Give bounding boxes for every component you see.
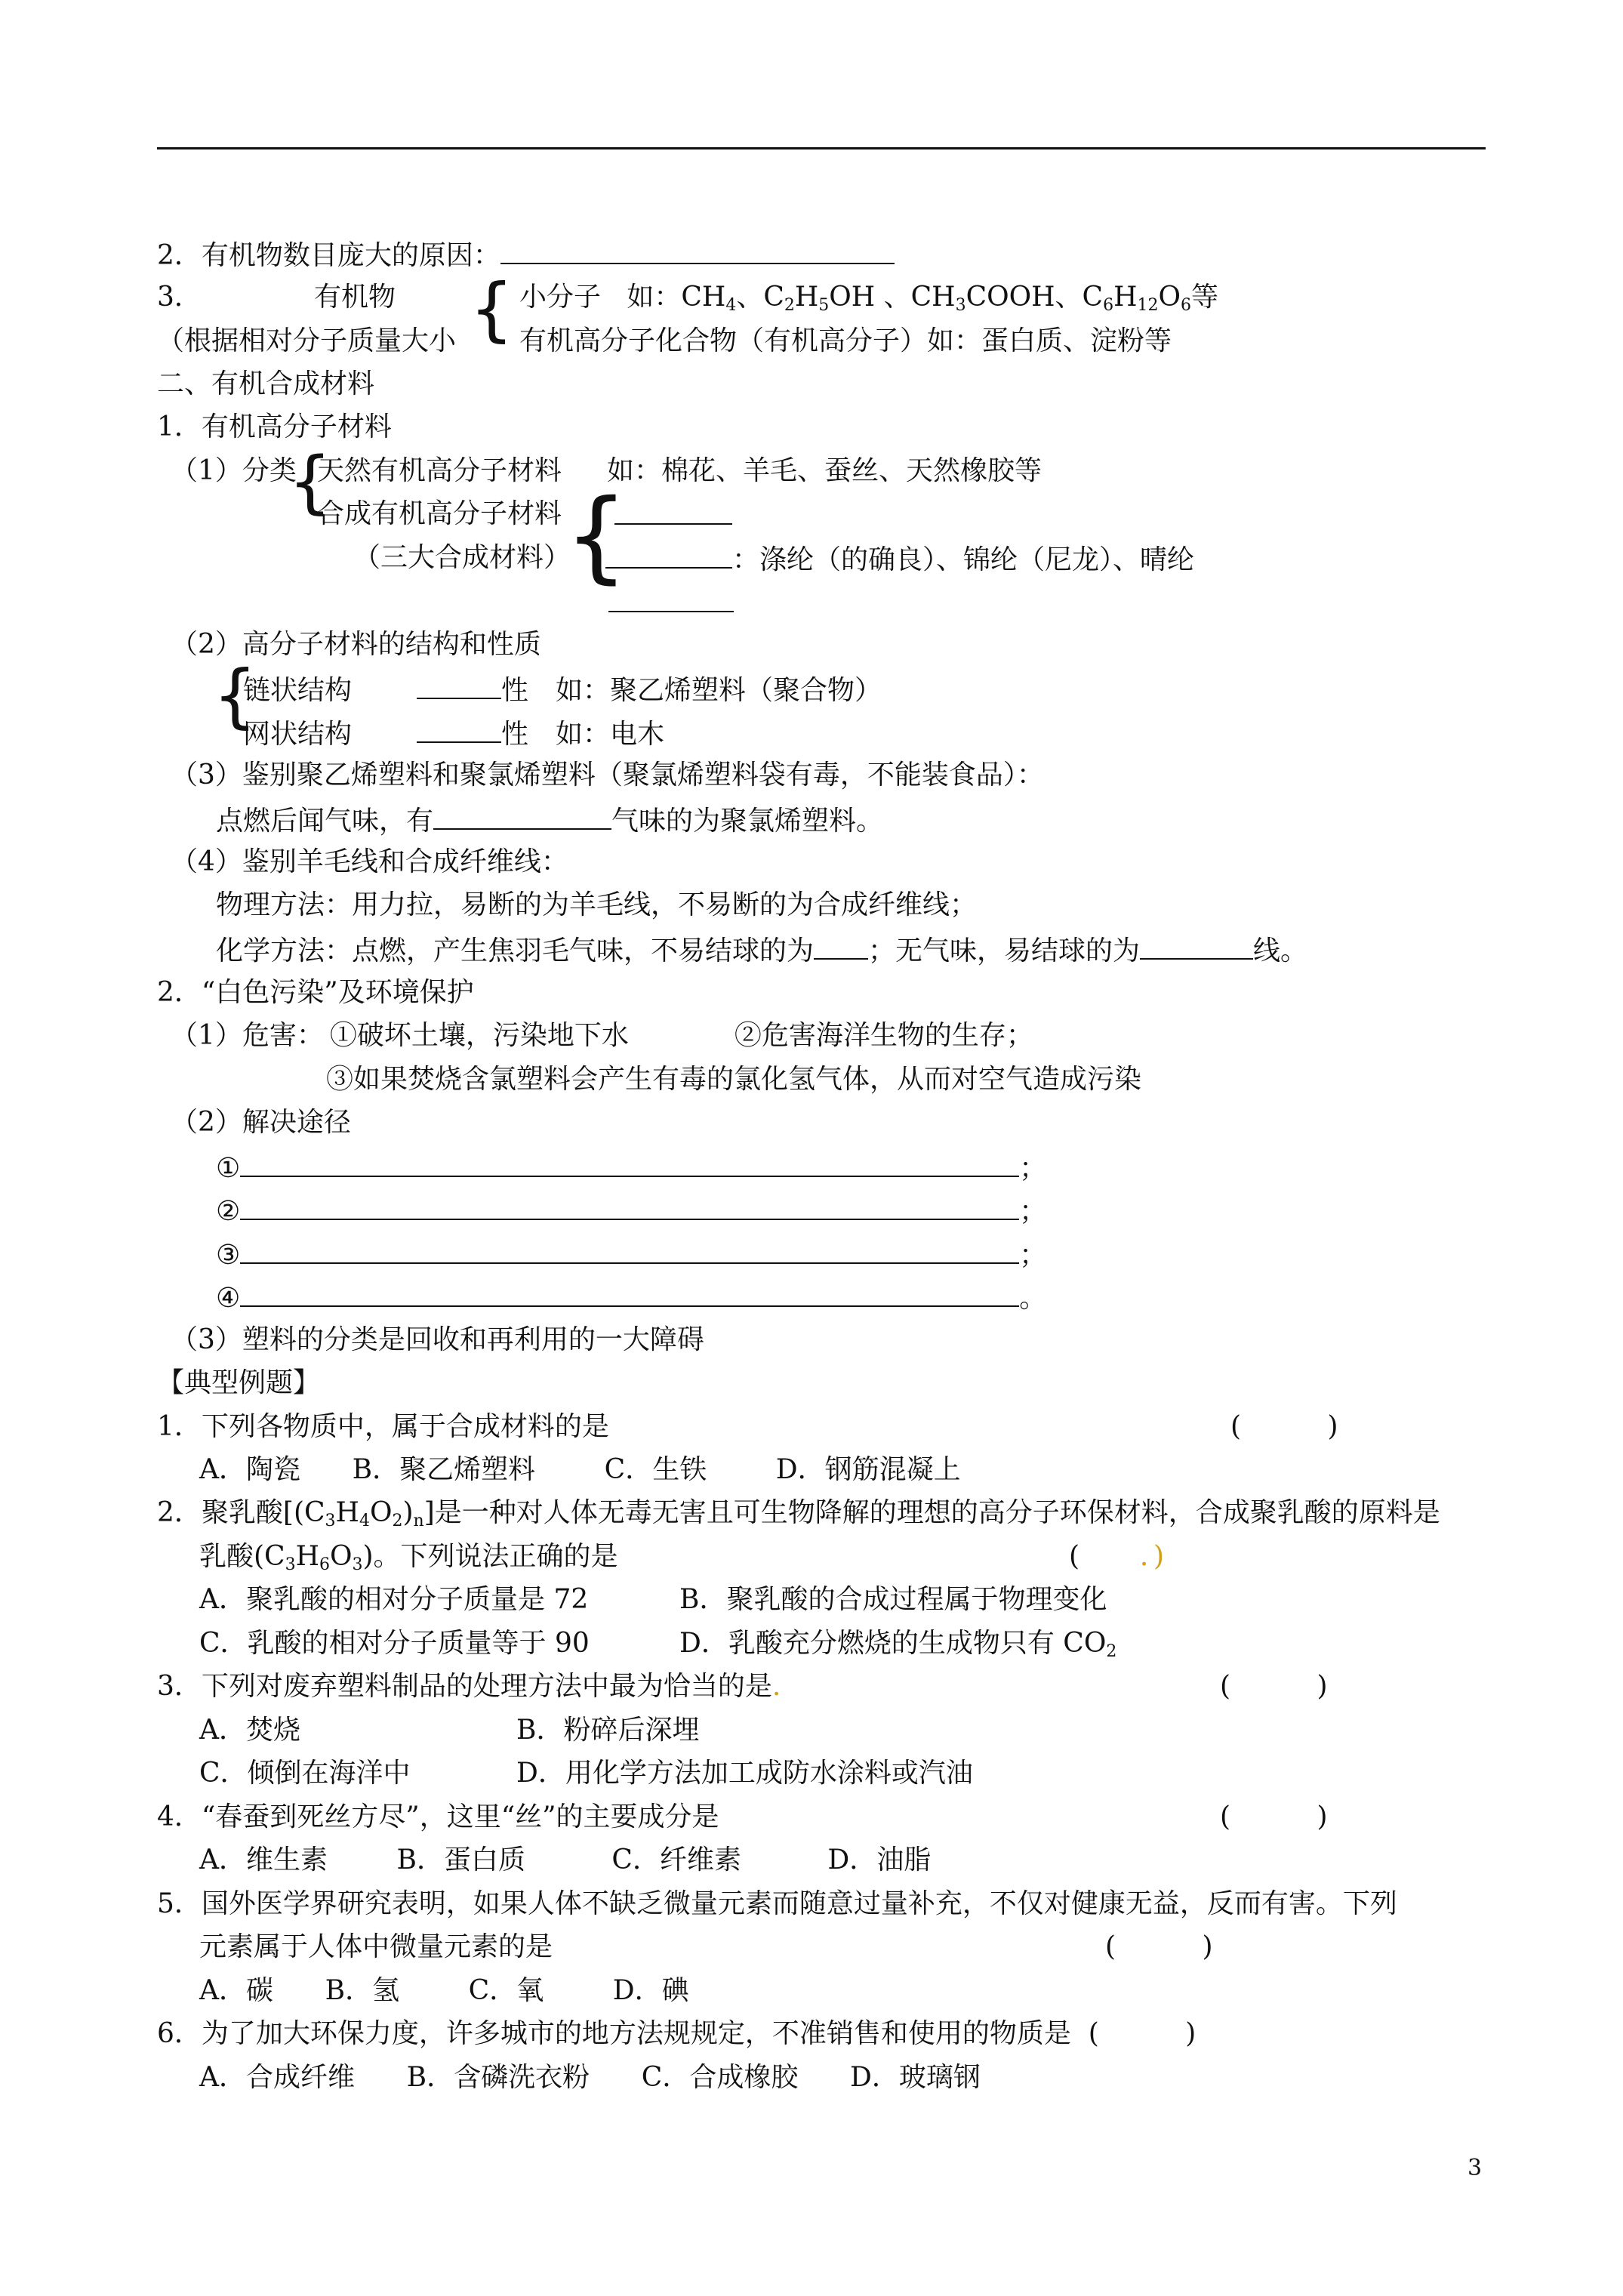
question-5-cont: 元素属于人体中微量元素的是 [199, 1931, 553, 1962]
item-2-line [157, 240, 895, 270]
q1-options: A．陶瓷 B．聚乙烯塑料 C．生铁 D．钢筋混凝上 [199, 1454, 961, 1485]
q1-answer-paren: ( ) [1230, 1411, 1338, 1442]
question-2-cont: 乳酸$(C_3H_6O_3)$。下列说法正确的是 [199, 1541, 618, 1574]
natural-polymer: 天然有机高分子材料 如：棉花、羊毛、蚕丝、天然橡胶等 [317, 455, 1042, 486]
chemical-method: 化学方法：点燃，产生焦羽毛气味，不易结球的为 ；无气味，易结球的为 线。 [216, 935, 1308, 966]
network-structure: 网状结构 性 如：电木 [243, 719, 665, 750]
q6-options: A．合成纤维 B．含磷洗衣粉 C．合成橡胶 D．玻璃钢 [199, 2062, 981, 2093]
q3-option-a: A．焚烧 [199, 1715, 300, 1746]
q5-answer-paren: ( ) [1105, 1931, 1213, 1962]
fiber-line: ：涤纶（的确良）、锦纶（尼龙）、晴纶 [605, 544, 1194, 574]
small-molecule-label: 小分子 [519, 282, 602, 313]
identify-fiber-label: （4）鉴别羊毛线和合成纤维线： [171, 846, 568, 877]
question-4: 4．“春蚕到死丝方尽”，这里“丝”的主要成分是 [157, 1801, 719, 1832]
heading-2: 2．“白色污染”及环境保护 [157, 977, 474, 1008]
left-brace-icon: { [470, 269, 514, 350]
identify-plastic-text: 点燃后闻气味，有 气味的为聚氯烯塑料。 [216, 806, 884, 837]
question-3: 3．下列对废弃塑料制品的处理方法中最为恰当的是. [157, 1671, 781, 1702]
q2-option-c: C．乳酸的相对分子质量等于 90 [199, 1628, 590, 1659]
question-2: 2．聚乳酸$[(C_3H_4O_2)_n]$是一种对人体无毒无害且可生物降解的理想的高分子环保材料，合成聚乳酸的原料是 [157, 1497, 1440, 1530]
solution-3: ③ ； [216, 1240, 1047, 1271]
three-synthetic-materials: （三大合成材料） [353, 542, 571, 573]
item-3-number: 3． [157, 282, 202, 313]
harm-line: （1）危害： ①破坏土壤，污染地下水 ②危害海洋生物的生存； [171, 1020, 1033, 1051]
solution-label: （2）解决途径 [171, 1107, 351, 1138]
q2-option-b: B．聚乳酸的合成过程属于物理变化 [679, 1584, 1107, 1615]
q2-option-a: A．聚乳酸的相对分子质量是 72 [199, 1584, 589, 1615]
q3-option-c: C．倾倒在海洋中 [199, 1758, 411, 1789]
structure-label: （2）高分子材料的结构和性质 [171, 629, 541, 660]
chain-structure: 链状结构 性 如：聚乙烯塑料（聚合物） [243, 675, 882, 706]
question-1: 1．下列各物质中，属于合成材料的是 [157, 1411, 609, 1442]
solution-2: ② ； [216, 1196, 1047, 1227]
examples-title: 【典型例题】 [157, 1367, 321, 1398]
section-title: 二、有机合成材料 [157, 368, 375, 399]
question-6: 6．为了加大环保力度，许多城市的地方法规规定，不准销售和使用的物质是 ( ) [157, 2018, 1196, 2049]
question-5: 5．国外医学界研究表明，如果人体不缺乏微量元素而随意过量补充，不仅对健康无益，反而有害。下列 [157, 1888, 1397, 1919]
physical-method: 物理方法：用力拉，易断的为羊毛线，不易断的为合成纤维线； [216, 889, 978, 920]
identify-plastic-label: （3）鉴别聚乙烯塑料和聚氯烯塑料（聚氯烯塑料袋有毒，不能装食品）： [171, 760, 1044, 791]
plastic-blank [614, 501, 732, 530]
header-rule [157, 147, 1486, 149]
q4-options: A．维生素 B．蛋白质 C．纤维素 D．油脂 [199, 1845, 932, 1875]
solution-4: ④ 。 [216, 1283, 1047, 1314]
classification-label: （1）分类 [171, 455, 297, 486]
q3-answer-paren: ( ) [1220, 1671, 1328, 1702]
item-3-main: 有机物 [314, 282, 396, 313]
q2-option-d: D．乳酸充分燃烧的生成物只有 $CO_2$ [679, 1628, 1117, 1661]
left-brace-icon: { [565, 478, 628, 594]
q2-answer-paren: ( ．) [1069, 1541, 1165, 1572]
q3-option-d: D．用化学方法加工成防水涂料或汽油 [516, 1758, 973, 1789]
solution-1: ① ； [216, 1153, 1047, 1184]
q4-answer-paren: ( ) [1220, 1801, 1328, 1832]
q3-option-b: B．粉碎后深埋 [516, 1715, 700, 1746]
left-brace-icon: { [288, 442, 332, 522]
macromolecule-line: 有机高分子化合物（有机高分子）如：蛋白质、淀粉等 [519, 325, 1172, 356]
harm-3: ③如果焚烧含氯塑料会产生有毒的氯化氢气体，从而对空气造成污染 [326, 1064, 1142, 1095]
left-brace-icon: { [213, 655, 257, 736]
item-3-sub: （根据相对分子质量大小 [157, 325, 457, 356]
rubber-blank [608, 588, 734, 618]
synthetic-polymer: 合成有机高分子材料 [317, 498, 562, 529]
q5-options: A．碳 B．氢 C．氧 D．碘 [199, 1975, 689, 2006]
answer-blank [500, 240, 895, 264]
heading-1: 1．有机高分子材料 [157, 411, 392, 442]
plastic-classification-note: （3）塑料的分类是回收和再利用的一大障碍 [171, 1324, 704, 1355]
small-molecule-line: 小分子 如：$CH_4$、$C_2H_5OH$ 、$CH_3COOH$、$C_6H_{12}O_6$等 [519, 282, 1219, 315]
item-2-text: 2．有机物数目庞大的原因： [157, 240, 500, 271]
page-number: 3 [1467, 2155, 1483, 2181]
